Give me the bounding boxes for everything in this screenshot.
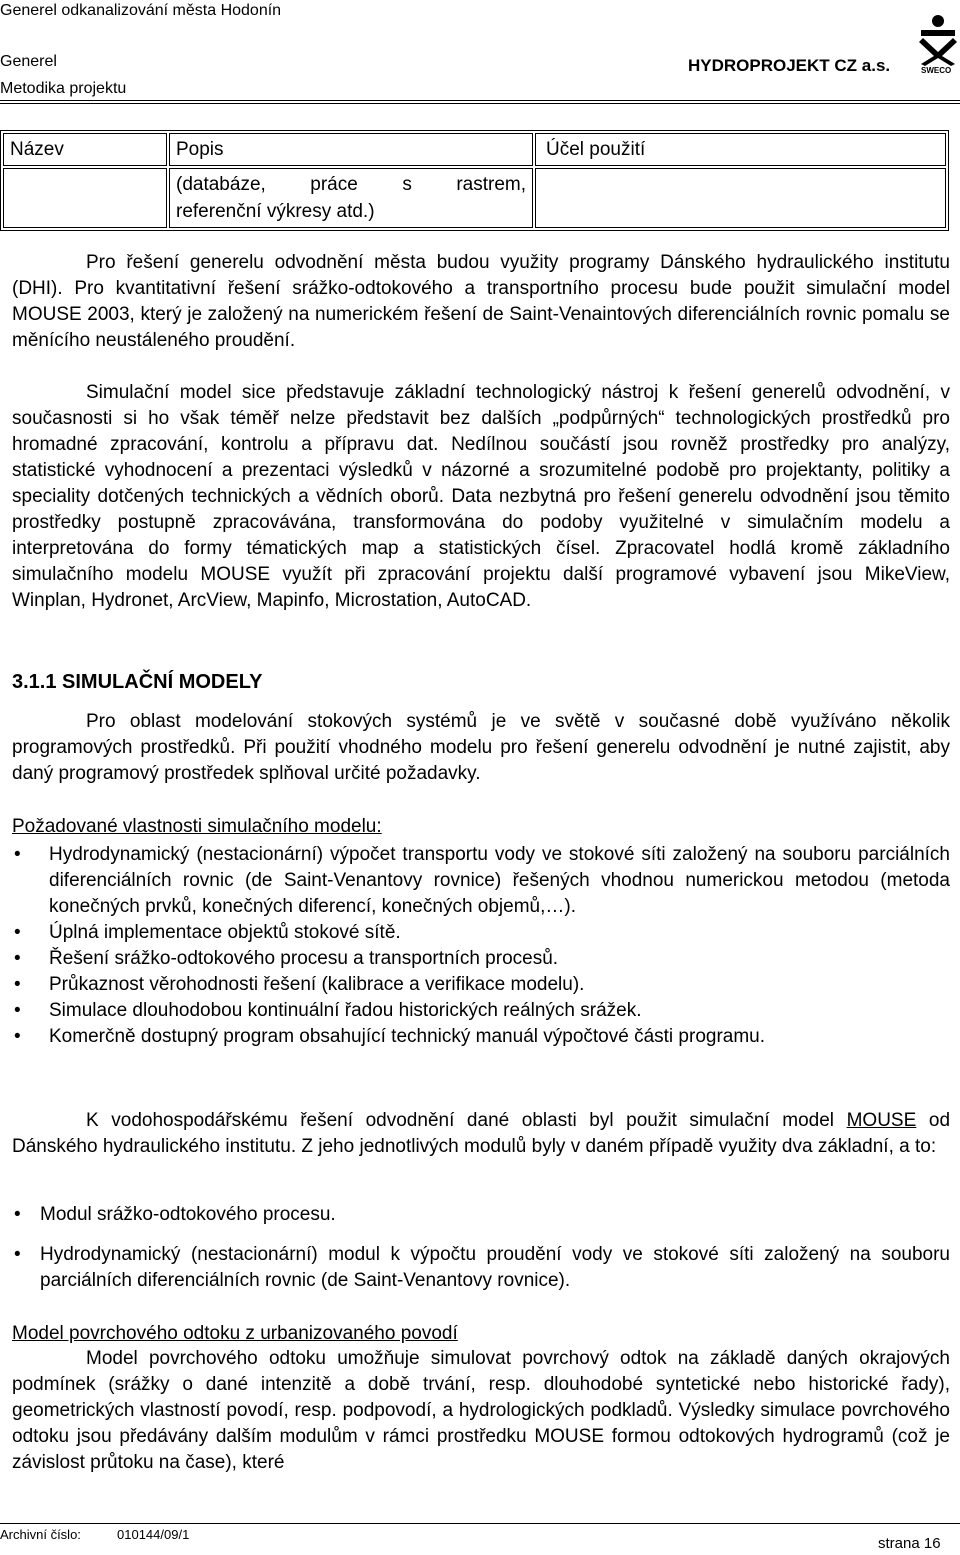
cell-purpose xyxy=(535,168,946,228)
header-methodology: Metodika projektu xyxy=(0,80,127,97)
list-item: • Úplná implementace objektů stokové sítě. xyxy=(12,920,950,946)
bullet-icon: • xyxy=(14,1000,21,1021)
requirements-heading: Požadované vlastnosti simulačního modelu: xyxy=(12,816,382,837)
list-item: • Hydrodynamický (nestacionární) modul k výpočtu proudění vody ve stokové síti založený na souboru parciálních diferenciálních rovnic (de Saint-Venantovy rovnice). xyxy=(14,1244,950,1291)
table-row xyxy=(3,168,946,228)
list-item: • Komerčně dostupný program obsahující technický manuál výpočtové části programu. xyxy=(12,1024,950,1050)
bullet-icon: • xyxy=(14,1204,21,1225)
list-item: • Průkaznost věrohodnosti řešení (kalibrace a verifikace modelu). xyxy=(12,972,950,998)
sweco-logo-icon xyxy=(917,14,959,78)
paragraph-programs: Pro řešení generelu odvodnění města budou využity programy Dánského hydraulického institutu (DHI). Pro kvantitativní řešení srážko-odtokového a transportního procesu bude použit simulační model MOUSE 2003, který je založený na numerickém řešení de Saint-Venaintových diferenciálních rovnic pomalu se měnícího neustáleného proudění. xyxy=(12,252,950,351)
archive-label: Archivní číslo: xyxy=(0,1527,81,1542)
archive-number: 010144/09/1 xyxy=(117,1527,190,1542)
company-name: HYDROPROJEKT CZ a.s. xyxy=(688,56,891,75)
paragraph-model-overview: Pro oblast modelování stokových systémů je ve světě v současné době využíváno několik programových prostředků. Při použití vhodného modelu pro řešení generelu odvodnění je nutné zajistit, aby daný programový prostředek splňoval určité požadavky. xyxy=(12,711,950,784)
header-generel: Generel xyxy=(0,53,57,70)
footer-divider xyxy=(0,1523,960,1524)
list-item: • Simulace dlouhodobou kontinuální řadou historických reálných srážek. xyxy=(12,998,950,1024)
bullet-icon: • xyxy=(14,922,21,943)
document-title: Generel odkanalizování města Hodonín xyxy=(0,2,282,19)
surface-runoff-heading: Model povrchového odtoku z urbanizovaného povodí xyxy=(12,1323,458,1344)
paragraph-simulation-model: Simulační model sice představuje základní technologický nástroj k řešení generelů odvodnění, v současnosti si ho však téměř nelze představit bez dalších „podpůrných“ technologických prostředků pro hromadné zpracování, kontrolu a přípravu dat. Nedílnou součástí jsou rovněž prostředky pro analýzy, statistické vyhodnocení a prezentaci výsledků v názorné a srozumitelné podobě pro projektanty, politiky a speciality dotčených technických a vědních oborů. Data nezbytná pro řešení generelu odvodnění jsou těmito prostředky postupně zpracovávána, transformována do podoby využitelné v simulačním modelu a interpretována do formy tématických map a statistických čísel. Zpracovatel hodlá kromě základního simulačního modelu MOUSE využít při zpracování projektu další programové vybavení jsou MikeView, Winplan, Hydronet, ArcView, Mapinfo, Microstation, AutoCAD. xyxy=(12,382,950,611)
bullet-icon: • xyxy=(14,948,21,969)
modules-list xyxy=(12,1202,950,1294)
cell-name xyxy=(3,168,167,228)
table-header-row xyxy=(3,133,946,166)
cell-description-line2: referenční výkresy atd.) xyxy=(176,201,375,222)
header-divider xyxy=(0,100,960,104)
column-header-purpose: Účel použití xyxy=(535,133,946,166)
requirements-list xyxy=(12,842,950,1050)
info-table xyxy=(0,130,949,231)
bullet-icon: • xyxy=(14,844,21,865)
logo-text: SWECO xyxy=(921,66,952,75)
paragraph-surface-runoff: Model povrchového odtoku umožňuje simulovat povrchový odtok na základě daných okrajových podmínek (srážky o dané intenzitě a době trvání, resp. dlouhodobé syntetické nebo historické řady), geometrických vlastností povodí, resp. podpovodí, a hydrologických podkladů. Výsledky simulace povrchového odtoku jsou předávány dalším modulům v rámci prostředku MOUSE formou odtokových hydrogramů (což je závislost průtoku na čase), které xyxy=(12,1348,950,1473)
cell-description-line1: (databáze, práce s rastrem, xyxy=(176,174,526,195)
column-header-name: Název xyxy=(3,133,167,166)
paragraph-mouse-usage: K vodohospodářskému řešení odvodnění dané oblasti byl použit simulační model MOUSE od Dánského hydraulického institutu. Z jeho jednotlivých modulů byly v daném případě využity dva základní, a to: xyxy=(12,1110,951,1157)
list-item: • Modul srážko-odtokového procesu. xyxy=(12,1202,950,1228)
list-item: • Řešení srážko-odtokového procesu a transportních procesů. xyxy=(12,946,950,972)
cell-description xyxy=(169,168,533,228)
mouse-term: MOUSE xyxy=(846,1110,917,1131)
bullet-icon: • xyxy=(14,1026,21,1047)
column-header-description: Popis xyxy=(169,133,533,166)
bullet-icon: • xyxy=(14,1244,21,1265)
section-heading: 3.1.1 SIMULAČNÍ MODELY xyxy=(12,671,263,693)
bullet-icon: • xyxy=(14,974,21,995)
page-number: strana 16 xyxy=(878,1535,941,1552)
list-item: • Hydrodynamický (nestacionární) výpočet transportu vody ve stokové síti založený na souboru parciálních diferenciálních rovnic (de Saint-Venantovy rovnice) řešených vhodnou numerickou metodou (metoda konečných prvků, konečných diferencí, konečných objemů,…). xyxy=(14,844,950,917)
